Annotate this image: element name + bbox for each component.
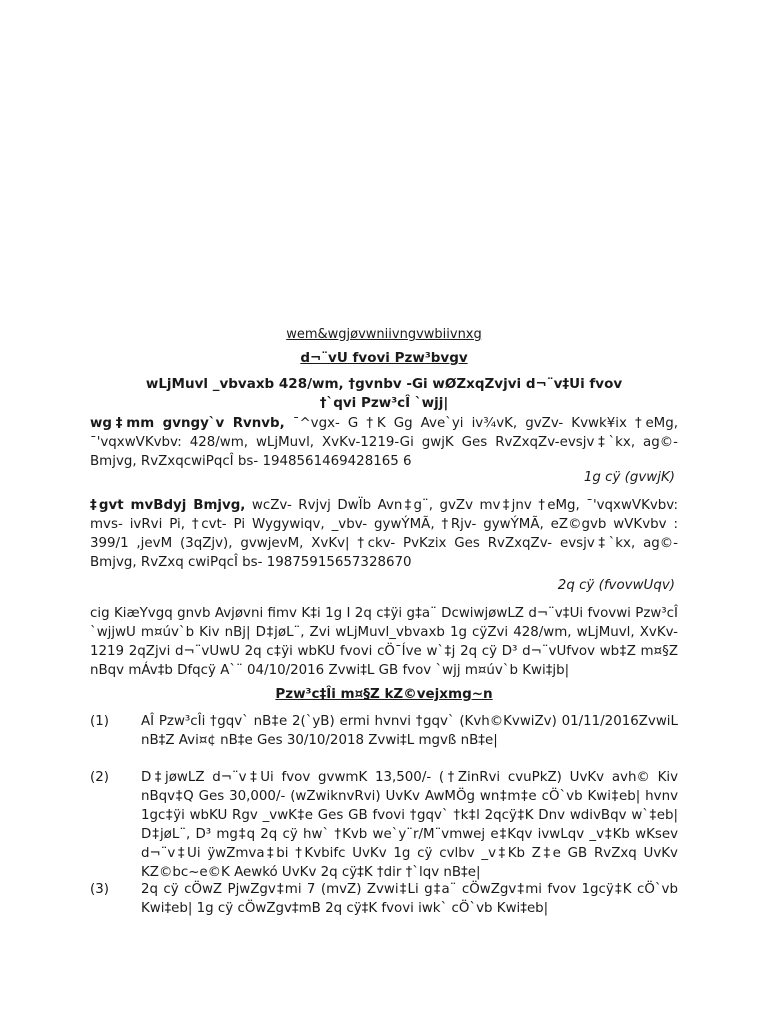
term-item (90, 768, 678, 882)
subtitle-line-2: †`qvi Pzw³cÎ `wjj| (319, 395, 449, 411)
term-number: (1) (90, 714, 109, 729)
party-one-name: wg‡mm gvngy`v Rvnvb, (90, 416, 285, 431)
terms-heading: Pzw³c‡Îi m¤§Z kZ©vejxmg~n (275, 686, 493, 702)
term-text: 2q cÿ cÖwZ PjwZgv‡mi 7 (mvZ) Zvwi‡Li g‡a¨ cÖwZgv‡mi fvov 1gcÿ‡K cÖ`vb Kwi‡eb| 1g cÿ cÖwZgv‡mB 2q cÿ‡K fvovi iwk` cÖ`vb Kwi‡eb| (141, 882, 678, 916)
term-item (90, 712, 678, 750)
document-subtitle (90, 375, 678, 413)
term-text: AÎ Pzw³cÎi †gqv` nB‡e 2(`yB) ermi hvnvi †gqv` (Kvh©KvwiZv) 01/11/2016ZvwiL nB‡Z Avi¤¢ nB‡e Ges 30/10/2018 Zvwi‡L mgvß nB‡e| (141, 714, 678, 748)
term-text: D‡jøwLZ d¬¨v‡Ui fvov gvwmK 13,500/- (†ZinRvi cvuPkZ) UvKv avh© Kiv nBqv‡Q Ges 30,000/- (wZwiknvRvi) UvKv AwMÖg wn‡m‡e cÖ`vb Kwi‡eb| hvnv 1gc‡ÿi wbKU Rgv _vwK‡e Ges GB fvovi †gqv` †k‡l 2qcÿ‡K Dnv wdivBqv w`‡eb| D‡jøL¨, D³ mg‡q 2q cÿ hw` †Kvb we`y¨r/M¨vmwej e‡Kqv ivwLqv _v‡Kb wKsev d¬¨v‡Ui ÿwZmva‡bi †Kvbifc UvKv 1g cÿ cvlbv _v‡Kb Z‡e GB RvZxq UvKv KZ©bc~e©K Aewkó UvKv 2q cÿ‡K †dir †`lqv nB‡e| (141, 770, 678, 880)
document-title: d¬¨vU fvovi Pzw³bvgv (300, 350, 468, 366)
term-number: (2) (90, 770, 109, 785)
party-one-paragraph (90, 414, 678, 471)
document-header-code: wem&wgjøvwniivngvwbiivnxg (286, 327, 482, 342)
term-item (90, 880, 678, 918)
party-two-name: ‡gvt mvBdyj Bmjvg, (90, 498, 246, 513)
party-two-label: 2q cÿ (fvovwUqv) (557, 578, 675, 593)
party-one-label: 1g cÿ (gvwjK) (583, 470, 675, 485)
party-two-details: wcZv- Rvjvj DwÏb Avn‡g¨, gvZv mv‡jnv †eMg, ¯'vqxwVKvbv: mvs- ivRvi Pi, †cvt- Pi Wygywiqv, _vbv- gywÝMÃ, †Rjv- gywÝMÃ, eZ©gvb wVKvbv : 399/1 ,jevM (3qZjv), gvwjevM, XvKv| †ckv- PvKzix Ges RvZxqZv- evsjv‡`kx, ag©- Bmjvg, RvZxq cwiPqcÎ bs- 19875915657328670 (90, 498, 678, 570)
party-two-paragraph (90, 496, 678, 572)
term-number: (3) (90, 882, 109, 897)
subtitle-line-1: wLjMuvl _vbvaxb 428/wm, †gvnbv -Gi wØZxqZvjvi d¬¨v‡Ui fvov (145, 376, 623, 392)
intro-paragraph: cig KiæYvgq gnvb Avjøvni fimv K‡i 1g I 2q c‡ÿi g‡a¨ DcwiwjøwLZ d¬¨v‡Ui fvovwi Pzw³cÎ `wjjwU m¤úv`b Kiv nBj| D‡jøL¨, Zvi wLjMuvl_vbvaxb 1g cÿZvi 428/wm, wLjMuvl, XvKv-1219 2qZjvi d¬¨vUwU 2q c‡ÿi wbKU fvovi cÖ¯Íve w`‡j 2q cÿ D³ d¬¨vUfvov wb‡Z m¤§Z nBqv mÁv‡b Dfqcÿ A`¨ 04/10/2016 Zvwi‡L GB fvov `wjj m¤úv`b Kwi‡jb| (90, 606, 678, 678)
party-one-details: ¯^vgx- G †K Gg Ave`yi iv¾vK, gvZv- Kvwk¥ix †eMg, ¯'vqxwVKvbv: 428/wm, wLjMuvl, XvKv-1219-Gi gwjK Ges RvZxqZv-evsjv‡`kx, ag©- Bmjvg, RvZxqcwiPqcÎ bs- 1948561469428165 6 (90, 416, 678, 469)
